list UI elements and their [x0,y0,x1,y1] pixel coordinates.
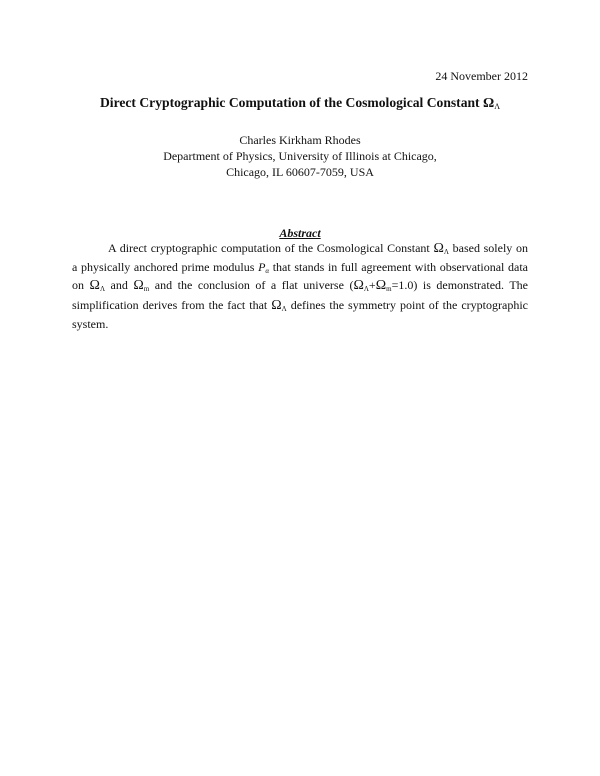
title-subscript: Λ [494,102,501,111]
lambda-subscript: Λ [99,285,106,294]
paper-title [0,95,600,112]
address: Chicago, IL 60607-7059, USA [226,165,374,179]
prime-modulus-symbol: P [258,260,266,275]
m-subscript: m [143,285,150,294]
omega-symbol: Ω [271,297,282,313]
omega-symbol: Ω [89,278,100,294]
abstract-heading: Abstract [279,226,321,240]
lambda-subscript: Λ [281,304,287,313]
lambda-subscript: Λ [443,248,449,256]
alpha-subscript: α [265,267,270,276]
abstract-text: =1.0) is demonstrated. The simplification derives from the fact that [72,278,529,312]
abstract-text: defines the symmetry point of the cryptographic system. [72,297,528,331]
lambda-subscript: Λ [363,285,369,294]
abstract-text: and [105,278,134,293]
affiliation: Department of Physics, University of Illinois at Chicago, [163,149,437,163]
date: 24 November 2012 [435,69,528,83]
abstract-text: based solely on a physically anchored prime modulus [72,241,528,275]
omega-symbol: Ω [133,278,144,294]
abstract-text: + [368,278,376,293]
author: Charles Kirkham Rhodes [239,133,361,147]
abstract-text: A direct cryptographic computation of the Cosmological Constant [108,241,434,255]
omega-symbol: Ω [353,278,364,294]
m-subscript: m [386,285,392,294]
abstract-text: that stands in full agreement with observational data on [72,260,528,293]
omega-symbol: Ω [375,278,387,294]
omega-symbol: Ω [433,241,444,256]
abstract-text: and the conclusion of a flat universe ( [149,278,354,293]
title-omega: Ω [482,96,495,111]
title-text: Direct Cryptographic Computation of the Cosmological Constant [99,95,483,110]
abstract-body [72,239,528,333]
